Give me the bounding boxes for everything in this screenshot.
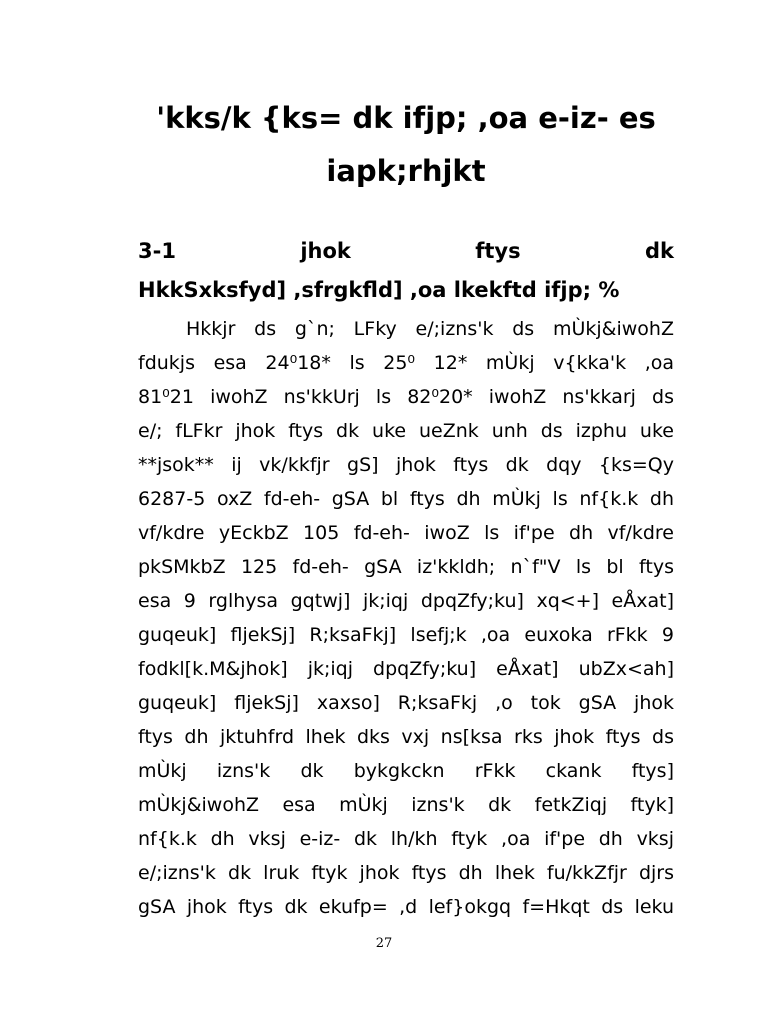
body-line: e/;izns'k dk lruk ftyk jhok ftys dh lhek fu/kkZfjr djrs [138,862,674,884]
body-line: guqeuk] fljekSj] R;ksaFkj] lsefj;k ,oa euxoka rFkk 9 [138,624,674,646]
section-heading-line-1 [138,239,674,263]
body-line: e/; fLFkr jhok ftys dk uke ueZnk unh ds izphu uke [138,420,674,442]
body-line: 81⁰21 iwohZ ns'kkUrj ls 82⁰20* iwohZ ns'kkarj ds [138,386,674,408]
body-line: esa 9 rglhysa gqtwj] jk;iqj dpqZfy;ku] xq<+] eÅxat] [138,590,674,612]
page-number: 27 [375,936,393,951]
section-heading-word: dk [645,239,674,263]
page-title-line-2: iapk;rhjkt [326,154,486,188]
body-line: **jsok** ij vk/kkfjr gS] jhok ftys dk dqy {ks=Qy [138,454,674,476]
body-line: 6287-5 oxZ fd-eh- gSA bl ftys dh mÙkj ls nf{k.k dh [138,488,674,510]
body-line: vf/kdre yEckbZ 105 fd-eh- iwoZ ls if'pe dh vf/kdre [138,522,674,544]
section-number: 3-1 [138,239,176,263]
section-heading-word: ftys [475,239,521,263]
section-heading-word: jhok [300,239,351,263]
body-line: fodkl[k.M&jhok] jk;iqj dpqZfy;ku] eÅxat] ubZx<ah] [138,658,674,680]
body-line: Hkkjr ds g`n; LFky e/;izns'k ds mÙkj&iwohZ [186,318,674,340]
body-line: ftys dh jktuhfrd lhek dks vxj ns[ksa rks jhok ftys ds [138,726,674,748]
body-line: pkSMkbZ 125 fd-eh- gSA iz'kkldh; n`f"V ls bl ftys [138,556,674,578]
body-line: guqeuk] fljekSj] xaxso] R;ksaFkj ,o tok gSA jhok [138,692,674,714]
body-line: fdukjs esa 24⁰18* ls 25⁰ 12* mÙkj v{kka'k ,oa [138,352,674,374]
body-line: mÙkj izns'k dk bykgkckn rFkk ckank ftys] [138,760,674,782]
page-title-line-1: 'kks/k {ks= dk ifjp; ,oa e-iz- es [156,101,656,135]
body-line: nf{k.k dh vksj e-iz- dk lh/kh ftyk ,oa if'pe dh vksj [138,828,674,850]
section-heading-line-2: HkkSxksfyd] ,sfrgkfld] ,oa lkekftd ifjp; % [138,278,620,302]
body-line: gSA jhok ftys dk ekufp= ,d lef}okgq f=Hkqt ds leku [138,896,674,918]
body-line: mÙkj&iwohZ esa mÙkj izns'k dk fetkZiqj ftyk] [138,794,674,816]
